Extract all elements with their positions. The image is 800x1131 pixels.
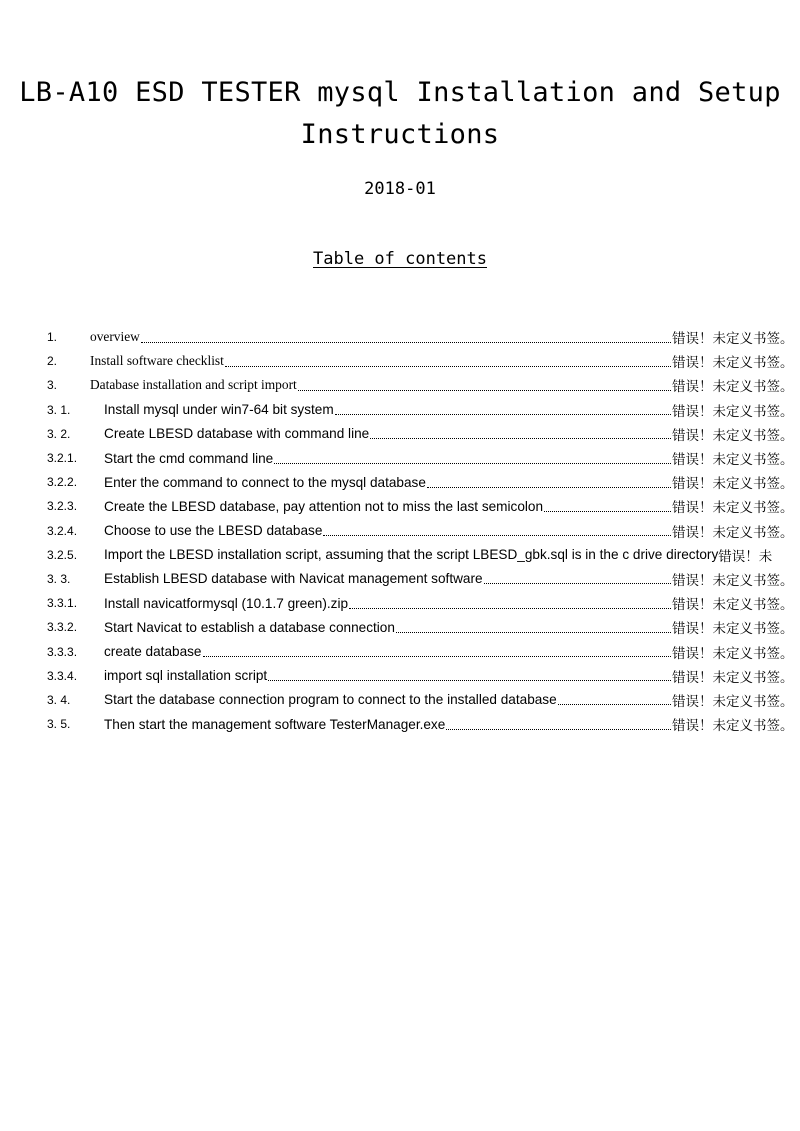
toc-entry-page: 错误！未定义书签。	[672, 645, 794, 662]
toc-dot-leader	[544, 497, 671, 512]
toc-entry-3-1[interactable]	[0, 398, 800, 422]
toc-entry-page: 错误！未定义书签。	[672, 718, 794, 735]
toc-entry-number: 3. 5.	[47, 717, 71, 732]
toc-entry-3-2-5[interactable]	[0, 543, 800, 567]
toc-entry-page: 错误！未定义书签。	[672, 669, 794, 686]
toc-dot-leader	[370, 424, 671, 439]
toc-entry-title: create database	[104, 644, 202, 660]
toc-dot-leader	[298, 376, 671, 391]
toc-dot-leader	[141, 328, 671, 343]
document-title-line-1: LB-A10 ESD TESTER mysql Installation and Setup	[19, 77, 781, 108]
toc-entry-title: Start the database connection program to connect to the installed database	[104, 692, 557, 708]
toc-entry-2[interactable]	[0, 349, 800, 373]
toc-entry-3-4[interactable]	[0, 688, 800, 712]
toc-entry-number: 3.2.4.	[47, 523, 78, 538]
toc-dot-leader	[396, 618, 671, 633]
toc-entry-title: Install software checklist	[90, 353, 224, 369]
toc-entry-3[interactable]	[0, 373, 800, 397]
toc-entry-page: 错误！未定义书签。	[672, 427, 794, 444]
toc-entry-page: 错误！未定义书签。	[672, 355, 794, 372]
toc-entry-title: Establish LBESD database with Navicat management software	[104, 571, 483, 587]
toc-entry-3-3-4[interactable]	[0, 664, 800, 688]
toc-entry-number: 3.2.5.	[47, 547, 78, 562]
toc-entry-3-2-2[interactable]	[0, 470, 800, 494]
toc-entry-number: 3.3.2.	[47, 620, 78, 635]
toc-dot-leader	[274, 449, 671, 464]
toc-entry-number: 3.3.3.	[47, 644, 78, 659]
toc-dot-leader	[427, 473, 671, 488]
toc-dot-leader	[225, 352, 671, 367]
toc-entry-number: 3. 1.	[47, 402, 71, 417]
toc-entry-page: 错误！未定义书签。	[672, 452, 794, 469]
toc-entry-page: 错误！未定义书签。	[672, 331, 794, 348]
toc-dot-leader	[203, 642, 672, 657]
toc-entry-page: 错误！未定义书签。	[672, 597, 794, 614]
toc-entry-title: Enter the command to connect to the mysql database	[104, 474, 426, 490]
toc-entry-page: 错误！未定义书签。	[672, 500, 794, 517]
toc-dot-leader	[484, 569, 671, 584]
toc-entry-page: 错误！未定义书签。	[672, 621, 794, 638]
toc-entry-title: import sql installation script	[104, 668, 268, 684]
table-of-contents	[0, 325, 800, 736]
document-date: 2018-01	[364, 179, 436, 199]
toc-entry-number: 3. 4.	[47, 692, 71, 707]
toc-entry-number: 3.2.1.	[47, 451, 78, 466]
toc-entry-number: 3.3.4.	[47, 668, 78, 683]
toc-entry-title: Choose to use the LBESD database	[104, 523, 323, 539]
toc-entry-3-3-2[interactable]	[0, 615, 800, 639]
toc-entry-3-3-3[interactable]	[0, 639, 800, 663]
document-title	[0, 72, 800, 156]
toc-dot-leader	[335, 400, 671, 415]
toc-entry-title: Install mysql under win7-64 bit system	[104, 402, 334, 418]
toc-entry-number: 3. 3.	[47, 571, 71, 586]
toc-entry-3-3[interactable]	[0, 567, 800, 591]
toc-entry-title: Start the cmd command line	[104, 450, 274, 466]
toc-entry-number: 3.2.3.	[47, 499, 78, 514]
toc-entry-page: 错误！未定义书签。	[672, 572, 794, 589]
toc-entry-title: Import the LBESD installation script, assuming that the script LBESD_gbk.sql is in the c drive directory	[104, 547, 719, 563]
toc-entry-number: 2.	[47, 354, 58, 369]
toc-entry-title: Install navicatformysql (10.1.7 green).zip	[104, 595, 349, 611]
toc-entry-3-2-3[interactable]	[0, 494, 800, 518]
toc-dot-leader	[558, 690, 671, 705]
toc-dot-leader	[323, 521, 671, 536]
toc-heading-text: Table of contents	[313, 249, 487, 269]
toc-entry-number: 3.2.2.	[47, 475, 78, 490]
toc-entry-title: Then start the management software TesterManager.exe	[104, 716, 446, 732]
title-block	[0, 72, 800, 200]
toc-entry-title: Database installation and script import	[90, 377, 297, 393]
toc-entry-page: 错误！未定义书签。	[672, 693, 794, 710]
toc-dot-leader	[349, 594, 671, 609]
toc-entry-page: 错误！未定义书签。	[672, 379, 794, 396]
toc-entry-page: 错误！未定义书签。	[672, 524, 794, 541]
toc-heading	[0, 248, 800, 270]
toc-entry-3-2-1[interactable]	[0, 446, 800, 470]
toc-entry-title: overview	[90, 329, 140, 345]
toc-dot-leader	[446, 715, 671, 730]
toc-dot-leader	[268, 666, 671, 681]
toc-entry-page: 错误！未定义书签。	[672, 403, 794, 420]
toc-entry-page: 错误！未	[718, 548, 773, 565]
toc-entry-number: 3.	[47, 378, 58, 393]
toc-entry-number: 3.3.1.	[47, 596, 78, 611]
toc-entry-page: 错误！未定义书签。	[672, 476, 794, 493]
toc-entry-title: Create LBESD database with command line	[104, 426, 370, 442]
toc-entry-number: 1.	[47, 330, 58, 345]
toc-entry-3-2-4[interactable]	[0, 519, 800, 543]
toc-entry-3-3-1[interactable]	[0, 591, 800, 615]
document-title-line-2: Instructions	[300, 119, 500, 150]
toc-entry-3-5[interactable]	[0, 712, 800, 736]
toc-entry-1[interactable]	[0, 325, 800, 349]
toc-entry-3-2[interactable]	[0, 422, 800, 446]
toc-entry-title: Create the LBESD database, pay attention not to miss the last semicolon	[104, 498, 544, 514]
toc-entry-title: Start Navicat to establish a database connection	[104, 619, 395, 635]
toc-entry-number: 3. 2.	[47, 426, 71, 441]
